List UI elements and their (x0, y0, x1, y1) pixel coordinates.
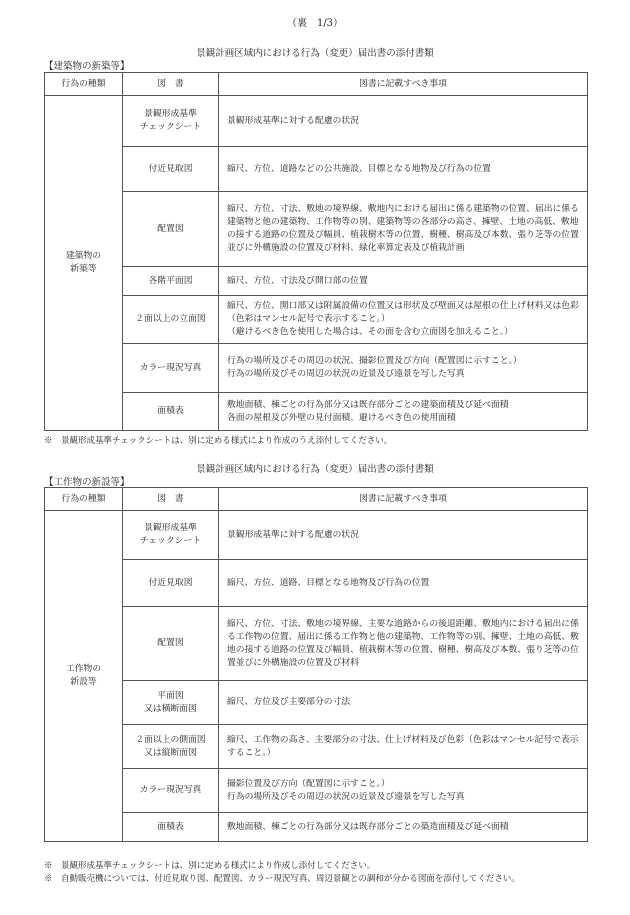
action-type: 工作物の 新設等 (65, 664, 102, 687)
table-row (45, 769, 588, 813)
section-title: 景観計画区域内における行為（変更）届出書の添付書類 (196, 48, 434, 59)
document-name: 配置図 (123, 607, 219, 681)
table-row (45, 393, 588, 431)
header-document: 図 書 (123, 73, 219, 96)
document-name: 景観形成基準 チェックシート (123, 511, 219, 560)
footnote: ※ 自動販売機については、付近見取り図、配置図、カラー現況写真、周辺景観との調和が分かる図面を添付してください。 (44, 874, 520, 884)
required-items: 敷地面積、棟ごとの行為部分又は既存部分ごとの建築面積及び延べ面積 各面の屋根及び外壁の見付面積、避けるべき色の使用面積 (219, 393, 588, 431)
required-items: 縮尺、工作物の高さ、主要部分の寸法、仕上げ材料及び色彩（色彩はマンセル記号で表示すること。） (219, 725, 588, 769)
document-name: ２面以上の側面図 又は縦断面図 (123, 725, 219, 769)
table-row (45, 511, 588, 560)
required-items: 行為の場所及びその周辺の状況、撮影位置及び方向（配置図に示すこと。） 行為の場所及びその周辺の状況の近景及び遠景を写した写真 (219, 344, 588, 393)
header-action-type: 行為の種類 (45, 488, 123, 511)
table-row (45, 560, 588, 607)
required-items: 縮尺、方位、寸法及び開口部の位置 (219, 267, 588, 296)
table-header-row (45, 73, 588, 96)
document-name: 景観形成基準 チェックシート (123, 96, 219, 147)
attachment-table-building (44, 72, 588, 431)
document-name: 付近見取図 (123, 147, 219, 192)
document-name: 付近見取図 (123, 560, 219, 607)
document-name: カラー現況写真 (123, 344, 219, 393)
document-name: 面積表 (123, 813, 219, 842)
required-items: 景観形成基準に対する配慮の状況 (219, 96, 588, 147)
required-items: 縮尺、方位、寸法、敷地の境界線、敷地内における届出に係る建築物の位置、届出に係る建築物と他の建築物、工作物等の別、建築物等の各部分の高さ、擁壁、土地の高低、敷地の接する道路の位置及び幅員、植栽樹木等の位置、樹種、樹高及び本数、張り芝等の位置並びに外構施設の位置及び材料、緑化率算定表及び植栽計画 (219, 192, 588, 267)
required-items: 縮尺、方位及び主要部分の寸法 (219, 681, 588, 725)
section-label: 【工作物の新設等】 (44, 477, 130, 488)
table-row (45, 813, 588, 842)
action-type: 建築物の 新築等 (65, 251, 102, 274)
table-row (45, 344, 588, 393)
document-name: 配置図 (123, 192, 219, 267)
required-items: 縮尺、方位、道路、目標となる地物及び行為の位置 (219, 560, 588, 607)
table-row (45, 192, 588, 267)
table-row (45, 681, 588, 725)
document-name: 各階平面図 (123, 267, 219, 296)
header-required-items: 図書に記載すべき事項 (219, 73, 588, 96)
attachment-table-structure (44, 487, 588, 842)
table-row (45, 96, 588, 147)
table-row (45, 607, 588, 681)
required-items: 縮尺、方位、開口部又は附属設備の位置又は形状及び壁面又は屋根の仕上げ材料又は色彩（色彩はマンセル記号で表示すること。） （避けるべき色を使用した場合は、その面を含む立面図を加えること。） (219, 296, 588, 344)
footnote: ※ 景観形成基準チェックシートは、別に定める様式により作成し添付してください。 (44, 861, 376, 871)
document-name: ２面以上の立面図 (123, 296, 219, 344)
header-document: 図 書 (123, 488, 219, 511)
footnote: ※ 景観形成基準チェックシートは、別に定める様式により作成のうえ添付してください。 (44, 436, 393, 446)
table-row (45, 725, 588, 769)
required-items: 撮影位置及び方向（配置図に示すこと。） 行為の場所及びその周辺の状況の近景及び遠景を写した写真 (219, 769, 588, 813)
table-row (45, 147, 588, 192)
required-items: 敷地面積、棟ごとの行為部分又は既存部分ごとの築造面積及び延べ面積 (219, 813, 588, 842)
section-title: 景観計画区域内における行為（変更）届出書の添付書類 (196, 464, 434, 475)
document-name: 平面図 又は横断面図 (123, 681, 219, 725)
table-row (45, 267, 588, 296)
header-action-type: 行為の種類 (45, 73, 123, 96)
document-name: 面積表 (123, 393, 219, 431)
required-items: 縮尺、方位、道路などの公共施設、目標となる地物及び行為の位置 (219, 147, 588, 192)
required-items: 景観形成基準に対する配慮の状況 (219, 511, 588, 560)
section-label: 【建築物の新築等】 (44, 61, 130, 72)
table-header-row (45, 488, 588, 511)
page-header: （裏 1/3） (286, 18, 344, 29)
document-name: カラー現況写真 (123, 769, 219, 813)
required-items: 縮尺、方位、寸法、敷地の境界線、主要な道路からの後退距離、敷地内における届出に係る工作物の位置、届出に係る工作物と他の建築物、工作物等の別、擁壁、土地の高低、敷地の接する道路の位置及び幅員、植栽樹木等の位置、樹種、樹高及び本数、張り芝等の位置並びに外構施設の位置及び材料 (219, 607, 588, 681)
header-required-items: 図書に記載すべき事項 (219, 488, 588, 511)
table-row (45, 296, 588, 344)
